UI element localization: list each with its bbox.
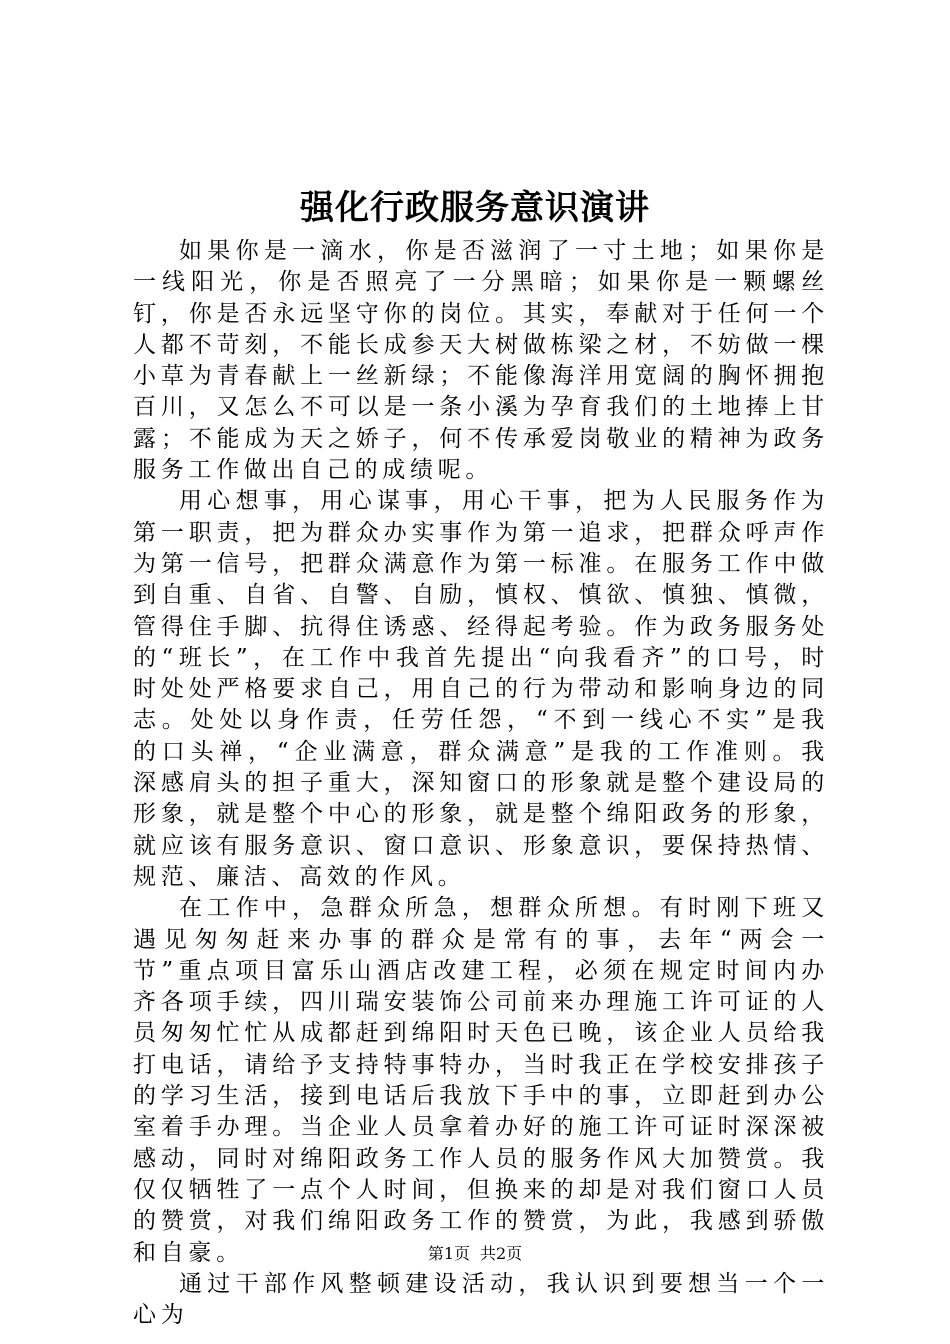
paragraph-4: 通过干部作风整顿建设活动，我认识到要想当一个一心为 [133,1270,829,1329]
page-footer [0,1243,950,1265]
document-title: 强化行政服务意识演讲 [300,188,650,228]
page-number-current: 第1页 [427,1244,470,1263]
document-body [133,236,829,1331]
paragraph-1: 如果你是一滴水，你是否滋润了一寸土地；如果你是一线阳光，你是否照亮了一分黑暗；如果你是一颗螺丝钉，你是否永远坚守你的岗位。其实，奉献对于任何一个人都不苛刻，不能长成参天大树做栋梁之材，不妨做一棵小草为青春献上一丝新绿；不能像海洋用宽阔的胸怀拥抱百川，又怎么不可以是一条小溪为孕育我们的土地捧上甘露；不能成为天之娇子，何不传承爱岗敬业的精神为政务服务工作做出自己的成绩呢。 [133,238,829,484]
paragraph-3: 在工作中，急群众所急，想群众所想。有时刚下班又遇见匆匆赶来办事的群众是常有的事，去年“两会一节”重点项目富乐山酒店改建工程，必须在规定时间内办齐各项手续，四川瑞安装饰公司前来办理施工许可证的人员匆匆忙忙从成都赶到绵阳时天色已晚，该企业人员给我打电话，请给予支持特事特办，当时我正在学校安排孩子的学习生活，接到电话后我放下手中的事，立即赶到办公室着手办理。当企业人员拿着办好的施工许可证时深深被感动，同时对绵阳政务工作人员的服务作风大加赞赏。我仅仅牺牲了一点个人时间，但换来的却是对我们窗口人员的赞赏，对我们绵阳政务工作的赞赏，为此，我感到骄傲和自豪。 [133,895,829,1266]
paragraph-2: 用心想事，用心谋事，用心干事，把为人民服务作为第一职责，把为群众办实事作为第一追求，把群众呼声作为第一信号，把群众满意作为第一标准。在服务工作中做到自重、自省、自警、自励，慎权、慎欲、慎独、慎微，管得住手脚、抗得住诱惑、经得起考验。作为政务服务处的“班长”，在工作中我首先提出“向我看齐”的口号，时时处处严格要求自己，用自己的行为带动和影响身边的同志。处处以身作责，任劳任怨，“不到一线心不实”是我的口头禅，“企业满意，群众满意”是我的工作准则。我深感肩头的担子重大，深知窗口的形象就是整个建设局的形象，就是整个中心的形象，就是整个绵阳政务的形象，就应该有服务意识、窗口意识、形象意识，要保持热情、规范、廉洁、高效的作风。 [133,488,829,890]
page-number-total: 共2页 [480,1244,523,1263]
